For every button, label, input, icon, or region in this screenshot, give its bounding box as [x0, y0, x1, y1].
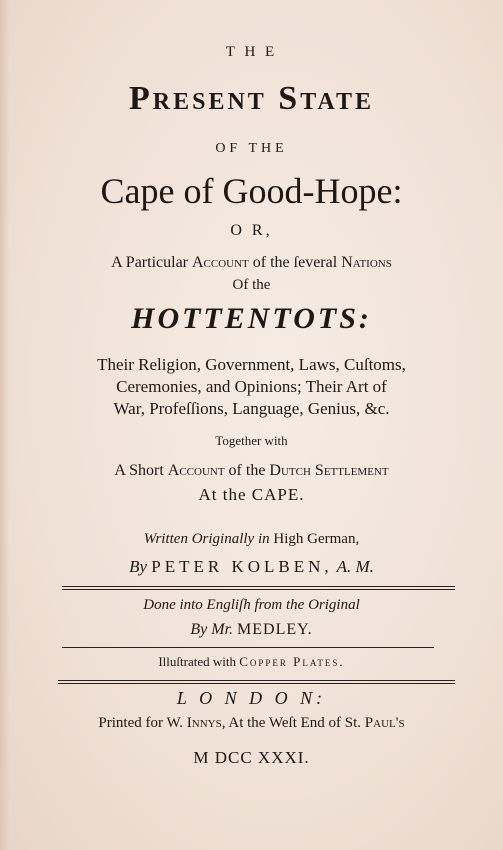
imprint-year: M DCC XXXI. — [193, 748, 310, 767]
by-mr-text: By Mr. — [190, 621, 238, 638]
of-the-text: of the — [224, 462, 270, 479]
printer-name: Innys — [186, 715, 222, 731]
translator-line — [0, 621, 503, 639]
written-text: Written Originally in — [143, 531, 270, 547]
title-or: O R, — [230, 222, 273, 239]
copper-plates: Copper Plates. — [239, 654, 345, 669]
printed-for-text: Printed for W. — [98, 715, 187, 731]
illustrated-text: Illuſtrated with — [158, 654, 240, 669]
account-word-2: Account — [167, 462, 225, 479]
translation-note: Done into Engliſh from the Original — [143, 597, 360, 613]
account-word: Account — [192, 254, 249, 271]
written-originally — [0, 531, 503, 548]
rule-1 — [62, 586, 455, 587]
description-line-3: War, Profeſſions, Language, Genius, &c. — [113, 399, 390, 418]
short-account-line — [0, 462, 503, 480]
of-the-several-text: of the ſeveral — [248, 254, 342, 271]
translator-name: MEDLEY. — [237, 621, 313, 638]
title-the: T H E — [225, 44, 278, 60]
author-degree: A. M. — [332, 557, 374, 576]
rule-2 — [62, 647, 434, 648]
title-cape: Cape of Good-Hope: — [100, 171, 403, 211]
title-present-state: Present State — [128, 80, 374, 117]
together-with: Together with — [215, 433, 288, 448]
at-the-cape: At the CAPE. — [198, 485, 305, 504]
title-hottentots: HOTTENTOTS: — [131, 302, 372, 335]
imprint-london: L O N D O N: — [176, 688, 327, 708]
subtitle-particular-account — [0, 254, 503, 272]
particular-text: A Particular — [111, 254, 192, 271]
address-text: , At the Weſt End of St. — [221, 715, 365, 731]
rule-3 — [58, 680, 455, 681]
description-line-2: Ceremonies, and Opinions; Their Art of — [116, 377, 387, 396]
dutch-settlement: Dutch Settlement — [269, 462, 389, 479]
title-of-the: OF THE — [215, 141, 288, 156]
author-name: PETER KOLBEN, — [151, 557, 333, 576]
high-german-text: High German, — [269, 531, 360, 547]
imprint-printer — [0, 715, 503, 732]
illustrated-line — [0, 654, 503, 670]
short-text: A Short — [114, 462, 168, 479]
nations-word: Nations — [341, 254, 392, 271]
by-word: By — [129, 557, 152, 576]
description-line-1: Their Religion, Government, Laws, Cuſtoms, — [97, 355, 406, 374]
pauls-word: Paul's — [364, 715, 405, 731]
author-line — [0, 557, 503, 577]
subtitle-of-the: Of the — [232, 277, 271, 293]
